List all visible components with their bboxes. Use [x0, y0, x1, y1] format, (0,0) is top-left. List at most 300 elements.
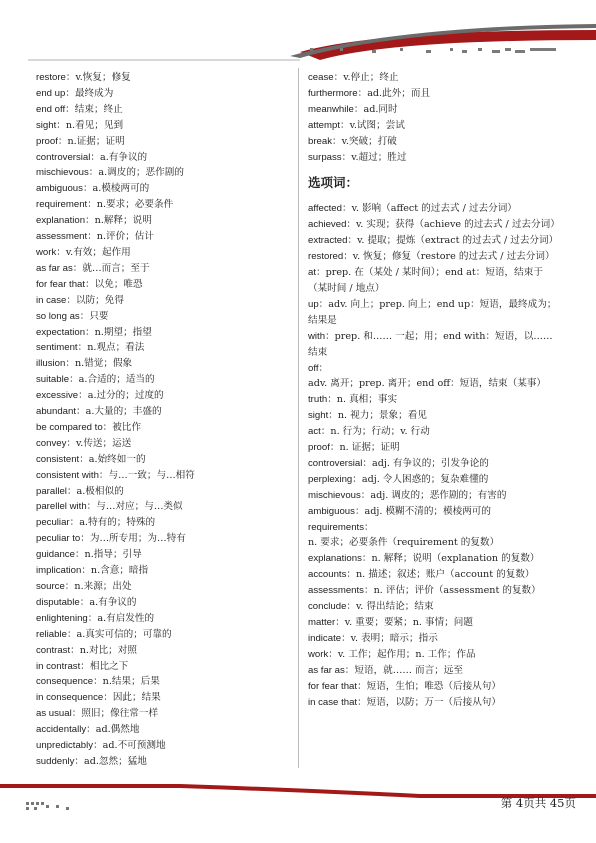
- vocab-definition: n.看见；见到: [65, 119, 124, 131]
- vocab-definition: v.超过；胜过: [351, 151, 407, 163]
- vocab-term: ambiguous: [308, 505, 355, 517]
- vocab-definition: a.调皮的；恶作剧的: [98, 167, 184, 179]
- vocab-entry: [308, 695, 562, 711]
- vocab-entry: [36, 499, 292, 515]
- vocab-term: consistent with: [36, 469, 99, 481]
- vocab-separator: ：: [74, 755, 84, 767]
- vocab-separator: ：: [56, 119, 66, 131]
- vocab-definition: n. 评估；评价（assessment 的复数）: [373, 585, 541, 597]
- vocab-entry: [308, 361, 562, 393]
- vocab-entry: [308, 102, 562, 118]
- vocab-entry: [308, 631, 562, 647]
- vocab-term: suitable: [36, 374, 70, 386]
- vocab-term: so long as: [36, 310, 80, 322]
- vocab-definition: a.真实可信的；可靠的: [76, 628, 172, 640]
- vocab-entry: [36, 420, 292, 436]
- vocab-separator: ：: [327, 394, 337, 406]
- vocab-term: act: [308, 426, 321, 438]
- vocab-term: with: [308, 330, 326, 342]
- vocab-definition: v. 工作；起作用；n. 工作；作品: [337, 648, 476, 660]
- vocab-definition: v.突破；打破: [341, 135, 397, 147]
- vocab-definition: v. 重要；要紧；n. 事情；问题: [344, 617, 473, 628]
- vocab-term: restore: [36, 72, 66, 83]
- vocab-term: requirements: [308, 521, 364, 533]
- vocab-entry: [36, 515, 292, 531]
- vocab-entry: [36, 611, 292, 627]
- vocab-term: perplexing: [308, 473, 353, 485]
- vocab-term: affected: [308, 203, 342, 215]
- vocab-entry: [36, 595, 292, 611]
- vocab-definition: a.模棱两可的: [92, 183, 150, 195]
- vocab-entry: [308, 599, 562, 615]
- vocab-entry: [308, 520, 562, 552]
- vocab-term: parellel with: [36, 501, 87, 513]
- vocab-term: conclude: [308, 601, 347, 613]
- vocab-definition: n.错觉；假象: [74, 358, 133, 370]
- vocab-term: restored: [308, 251, 344, 263]
- vocab-entry: [36, 213, 292, 229]
- vocab-term: abundant: [36, 406, 77, 418]
- vocab-entry: [308, 118, 562, 134]
- vocab-entry: [308, 201, 562, 217]
- vocab-definition: 短语，就…… 而言；远至: [354, 664, 463, 676]
- vocab-separator: ：: [90, 151, 100, 163]
- vocab-separator: ：: [65, 87, 75, 99]
- vocab-term: as far as: [308, 664, 345, 676]
- vocab-term: assessments: [308, 585, 364, 597]
- vocab-separator: ：: [103, 692, 113, 704]
- vocab-entry: [308, 70, 562, 86]
- vocab-definition: adj. 模糊不清的；模棱两可的: [364, 505, 491, 517]
- vocab-separator: ：: [357, 87, 368, 99]
- vocab-definition: 因此；结果: [112, 692, 161, 704]
- vocab-term: expectation: [36, 326, 86, 338]
- vocab-term: ambiguous: [36, 183, 83, 195]
- vocab-definition: adj. 有争议的；引发争论的: [371, 457, 489, 469]
- vocab-entry: [308, 297, 562, 329]
- vocab-separator: ：: [79, 310, 90, 322]
- vocab-entry: [308, 647, 562, 663]
- vocab-separator: ：: [65, 358, 75, 370]
- vocab-definition: n.来源；出处: [74, 581, 132, 592]
- vocab-term: consistent: [36, 453, 80, 465]
- vocab-definition: n.证据；证明: [67, 135, 125, 147]
- vocab-entry: [36, 754, 292, 770]
- vocab-term: cease: [308, 72, 334, 83]
- vocab-term: controversial: [308, 457, 363, 469]
- vocab-term: in case that: [308, 696, 358, 708]
- vocab-definition: n.要求；必要条件: [96, 199, 174, 211]
- vocab-definition: v. 影响（affect 的过去式 / 过去分词）: [351, 203, 517, 215]
- vocab-definition: 相比之下: [89, 660, 129, 672]
- vocab-separator: ：: [347, 235, 358, 247]
- vocab-term: truth: [308, 394, 328, 406]
- vocab-entry: [308, 472, 562, 488]
- vocab-definition: n.期望；指望: [94, 326, 152, 338]
- vocab-entry: [36, 261, 292, 277]
- vocab-term: achieved: [308, 219, 347, 231]
- vocab-separator: ：: [81, 565, 91, 577]
- vocab-term: off: [308, 362, 319, 374]
- vocab-separator: ：: [85, 326, 95, 338]
- vocab-definition: v. 得出结论；结束: [356, 601, 434, 613]
- vocab-separator: ：: [102, 421, 113, 433]
- vocab-entry: [36, 293, 292, 309]
- vocab-entry: [36, 722, 292, 738]
- vocab-separator: ：: [316, 267, 326, 279]
- vocab-entry: [308, 150, 562, 166]
- vocab-definition: ad.偶然地: [95, 724, 140, 736]
- vocab-definition: a.始终如一的: [88, 453, 146, 465]
- vocab-entry: [308, 551, 562, 567]
- vocab-definition: ad.不可预测地: [102, 740, 166, 752]
- vocab-separator: ：: [328, 648, 338, 660]
- vocab-term: contrast: [36, 644, 71, 656]
- vocab-term: reliable: [36, 628, 67, 640]
- vocab-separator: ：: [341, 632, 351, 644]
- vocab-separator: ：: [80, 660, 90, 672]
- vocab-entry: [308, 392, 562, 408]
- vocab-separator: ：: [65, 103, 75, 115]
- vocab-separator: ：: [340, 119, 350, 131]
- vocab-separator: ：: [77, 342, 88, 354]
- vocab-separator: ：: [85, 278, 95, 290]
- vocab-entry: [36, 674, 292, 690]
- vocab-term: in case: [36, 294, 67, 306]
- vocab-entry: [308, 408, 562, 424]
- vocab-separator: ：: [353, 103, 364, 115]
- vocab-definition: v. 提取；提炼（extract 的过去式 / 过去分词）: [357, 235, 559, 247]
- vocab-entry: [36, 340, 292, 356]
- vocab-term: accidentally: [36, 724, 87, 736]
- vocab-definition: a.有争议的: [89, 596, 137, 608]
- vocab-definition: a.过分的；过度的: [87, 390, 164, 402]
- vocab-separator: ：: [361, 553, 372, 565]
- vocab-separator: ：: [332, 135, 342, 147]
- vocab-separator: ：: [363, 585, 374, 597]
- vocab-separator: ：: [79, 453, 89, 465]
- vocab-separator: ：: [78, 390, 88, 402]
- vocab-separator: ：: [66, 485, 77, 497]
- vocab-term: controversial: [36, 151, 91, 163]
- vocab-entry: [36, 102, 292, 118]
- vocab-term: guidance: [36, 549, 75, 561]
- vocab-definition: 与…对应；与…类似: [96, 501, 183, 513]
- vocab-term: illusion: [36, 358, 66, 370]
- vocab-definition: n.含意；暗指: [90, 565, 149, 577]
- vocab-separator: ：: [74, 549, 85, 561]
- vocab-definition: adj. 令人困惑的；复杂难懂的: [361, 473, 489, 485]
- vocab-term: as usual: [36, 708, 72, 720]
- vocab-separator: ：: [333, 72, 344, 83]
- vocab-term: for fear that: [36, 278, 86, 290]
- vocab-definition: 以防；免得: [76, 294, 124, 306]
- vocab-definition: a.有争议的: [99, 151, 148, 163]
- vocab-term: proof: [36, 135, 58, 147]
- vocab-term: at: [308, 267, 317, 279]
- vocab-entry: [36, 372, 292, 388]
- vocab-term: work: [308, 648, 329, 660]
- vocab-separator: ：: [79, 596, 90, 608]
- vocab-entry: [308, 679, 562, 695]
- vocab-term: consequence: [36, 676, 94, 688]
- vocab-term: convey: [36, 437, 67, 449]
- vocab-separator: ：: [360, 489, 371, 501]
- vocab-separator: ：: [66, 628, 77, 640]
- vocab-term: explanations: [308, 553, 362, 565]
- vocab-definition: a.极相似的: [76, 485, 124, 497]
- vocab-term: matter: [308, 617, 336, 628]
- vocab-definition: ad.同时: [363, 103, 398, 115]
- vocab-entry: [308, 233, 562, 249]
- vocab-separator: ：: [344, 664, 355, 676]
- vocab-definition: v.试图；尝试: [349, 119, 405, 131]
- vocab-definition: 最终成为: [74, 87, 114, 99]
- vocab-term: peculiar: [36, 517, 70, 529]
- vocab-entry: [36, 404, 292, 420]
- vocab-entry: [308, 86, 562, 102]
- vocab-separator: ：: [93, 740, 103, 752]
- vocab-entry: [36, 484, 292, 500]
- vocab-term: surpass: [308, 151, 342, 163]
- vocab-term: sight: [36, 119, 57, 131]
- vocab-separator: ：: [70, 644, 80, 656]
- vocab-term: implication: [36, 565, 82, 577]
- vocab-entry: [308, 663, 562, 679]
- vocab-separator: ：: [66, 437, 76, 449]
- vocab-entry: [36, 452, 292, 468]
- vocab-term: indicate: [308, 632, 342, 644]
- vocab-definition: a.有启发性的: [97, 612, 155, 624]
- vocab-definition: n. 要求；必要条件（requirement 的复数）: [308, 537, 500, 549]
- vocab-entry: [36, 690, 292, 706]
- section-title: 选项词：: [308, 175, 359, 191]
- vocab-term: explanation: [36, 215, 86, 227]
- vocab-entry: [36, 229, 292, 245]
- vocab-term: unpredictably: [36, 740, 94, 752]
- vocab-definition: n.对比；对照: [79, 644, 137, 656]
- vocab-entry: [308, 265, 562, 297]
- vocab-separator: ：: [318, 298, 329, 310]
- vocab-separator: ：: [86, 501, 97, 513]
- vocab-definition: v. 表明；暗示；指示: [350, 632, 438, 644]
- vocab-entry: [308, 583, 562, 599]
- vocab-separator: ：: [69, 517, 80, 529]
- vocab-definition: adv. 离开；prep. 离开；end off：短语，结束（某事）: [308, 378, 547, 390]
- vocab-entry: [308, 488, 562, 504]
- vocab-entry: [36, 547, 292, 563]
- vocab-entry: [36, 86, 292, 102]
- vocab-definition: ad.忽然；猛地: [84, 755, 147, 767]
- vocab-separator: ：: [346, 601, 356, 613]
- vocab-separator: ：: [320, 426, 331, 438]
- vocab-separator: ：: [346, 219, 356, 231]
- vocab-separator: ：: [364, 521, 374, 533]
- vocab-separator: ：: [357, 680, 367, 692]
- vocab-separator: ：: [341, 151, 352, 163]
- vocab-separator: ：: [80, 533, 90, 545]
- vocab-separator: ：: [87, 199, 97, 211]
- left-column: [36, 70, 292, 770]
- vocab-definition: n. 行为；行动；v. 行动: [330, 426, 430, 438]
- vocab-entry: [36, 181, 292, 197]
- vocab-term: end off: [36, 103, 66, 115]
- vocab-entry: [36, 309, 292, 325]
- vocab-entry: [36, 165, 292, 181]
- vocab-term: in contrast: [36, 660, 81, 672]
- vocab-separator: ：: [86, 724, 96, 736]
- vocab-term: proof: [308, 442, 330, 454]
- vocab-entry: [36, 70, 292, 86]
- vocab-separator: ：: [66, 294, 76, 306]
- vocab-definition: a.合适的；适当的: [78, 374, 155, 386]
- vocab-entry: [308, 504, 562, 520]
- vocab-separator: ：: [325, 330, 335, 342]
- vocab-definition: 与…一致；与…相符: [108, 469, 195, 481]
- vocab-term: attempt: [308, 119, 340, 131]
- vocab-definition: 照旧；像往常一样: [81, 708, 159, 720]
- vocab-term: work: [36, 246, 57, 258]
- vocab-term: meanwhile: [308, 103, 354, 115]
- vocab-entry: [36, 388, 292, 404]
- vocab-entry: [36, 277, 292, 293]
- vocab-definition: 短语，生怕；唯恐（后接从句）: [366, 680, 501, 692]
- vocab-term: disputable: [36, 596, 80, 608]
- vocab-separator: ：: [88, 167, 99, 179]
- vocab-term: parallel: [36, 485, 67, 497]
- vocab-entry: [36, 563, 292, 579]
- vocab-separator: ：: [76, 406, 86, 418]
- vocab-separator: ：: [87, 231, 97, 243]
- vocab-definition: adj. 调皮的；恶作剧的；有害的: [370, 489, 507, 501]
- vocab-entry: [308, 567, 562, 583]
- vocab-term: for fear that: [308, 680, 358, 692]
- vocab-entry: [36, 643, 292, 659]
- vocab-definition: 只要: [89, 310, 109, 322]
- vocab-entry: [36, 325, 292, 341]
- vocab-term: sight: [308, 410, 329, 422]
- vocab-entry: [308, 249, 562, 265]
- vocab-term: peculiar to: [36, 533, 81, 545]
- vocab-separator: ：: [346, 569, 356, 581]
- vocab-separator: ：: [343, 251, 353, 263]
- vocab-entry: [36, 738, 292, 754]
- vocab-definition: v.恢复；修复: [75, 72, 131, 83]
- vocab-separator: ：: [65, 72, 76, 83]
- vocab-term: enlightening: [36, 612, 88, 624]
- vocab-definition: a.大量的；丰盛的: [85, 406, 162, 418]
- vocab-separator: ：: [72, 262, 83, 274]
- vocab-definition: v. 实现；获得（achieve 的过去式 / 过去分词）: [356, 219, 560, 231]
- vocab-definition: v.停止；终止: [343, 72, 399, 83]
- vocab-definition: a.特有的；特殊的: [79, 517, 156, 529]
- vocab-definition: adv. 向上；prep. 向上；end up：短语，最终成为；结果是: [308, 298, 557, 326]
- vocab-entry: [36, 579, 292, 595]
- vocab-entry: [36, 706, 292, 722]
- vocab-definition: 短语，以防；万一（后接从句）: [366, 696, 501, 708]
- vocab-separator: ：: [354, 505, 365, 517]
- vocab-separator: ：: [362, 457, 372, 469]
- vocab-definition: n. 证据；证明: [339, 442, 400, 454]
- vocab-entry: [36, 436, 292, 452]
- vocab-term: assessment: [36, 231, 88, 243]
- vocab-definition: ad.此外；而且: [367, 87, 431, 99]
- vocab-separator: ：: [93, 676, 103, 688]
- vocab-entry: [36, 197, 292, 213]
- vocab-term: up: [308, 298, 319, 310]
- vocab-term: in consequence: [36, 692, 104, 704]
- column-divider: [298, 68, 299, 768]
- vocab-definition: n. 描述；叙述；账户（account 的复数）: [356, 569, 535, 581]
- vocab-definition: 被比作: [112, 421, 142, 433]
- vocab-entry: [36, 118, 292, 134]
- vocab-definition: v.传送；运送: [76, 437, 132, 449]
- vocab-entry: [308, 440, 562, 456]
- vocab-term: end up: [36, 87, 66, 99]
- vocab-term: break: [308, 135, 332, 147]
- vocab-definition: v.有效；起作用: [65, 246, 131, 258]
- vocab-separator: ：: [56, 246, 66, 258]
- vocab-entry: [308, 329, 562, 361]
- vocab-definition: 结束；终止: [74, 103, 123, 115]
- vocab-definition: n. 真相；事实: [336, 394, 398, 406]
- vocab-entry: [36, 150, 292, 166]
- vocab-definition: prep. 和…… 一起；用；end with：短语，以……结束: [308, 330, 553, 358]
- vocab-entry: [308, 217, 562, 233]
- vocab-separator: ：: [329, 442, 340, 454]
- vocab-definition: n.结果；后果: [102, 676, 160, 688]
- vocab-entry: [36, 356, 292, 372]
- vocab-entry: [308, 615, 562, 631]
- vocab-term: mischievous: [308, 489, 361, 501]
- vocab-entry: [308, 424, 562, 440]
- vocab-term: sentiment: [36, 342, 78, 354]
- right-column: [308, 70, 562, 710]
- vocab-definition: n.指导；引导: [84, 549, 142, 561]
- vocab-term: furthermore: [308, 87, 358, 99]
- vocab-term: requirement: [36, 199, 88, 211]
- vocab-definition: n. 视力；景象；看见: [337, 410, 427, 422]
- vocab-definition: n.观点；看法: [87, 342, 145, 354]
- vocab-separator: ：: [85, 215, 95, 227]
- vocab-term: extracted: [308, 235, 348, 247]
- vocab-separator: ：: [87, 612, 98, 624]
- vocab-term: mischievous: [36, 167, 89, 179]
- vocab-definition: 为…所专用；为…特有: [89, 533, 186, 545]
- vocab-separator: ：: [57, 135, 68, 147]
- vocab-definition: 就…而言；至于: [82, 262, 150, 274]
- vocab-definition: 以免；唯恐: [94, 278, 143, 290]
- vocab-separator: ：: [357, 696, 367, 708]
- vocab-separator: ：: [82, 183, 93, 195]
- vocab-term: be compared to: [36, 421, 103, 433]
- vocab-separator: ：: [64, 581, 75, 592]
- vocab-definition: n.解释；说明: [94, 215, 152, 227]
- vocab-term: accounts: [308, 569, 347, 581]
- vocab-definition: n.评价；估计: [96, 231, 154, 243]
- vocab-separator: ：: [71, 708, 82, 720]
- vocab-separator: ：: [318, 362, 329, 374]
- header-decoration: [0, 0, 596, 62]
- vocab-entry: [36, 245, 292, 261]
- page-number: 第 4页共 45页: [500, 796, 576, 810]
- vocab-term: as far as: [36, 262, 73, 274]
- vocab-term: excessive: [36, 390, 79, 402]
- vocab-entry: [36, 627, 292, 643]
- vocab-separator: ：: [341, 203, 352, 215]
- vocab-term: source: [36, 581, 65, 592]
- vocab-entry: [36, 134, 292, 150]
